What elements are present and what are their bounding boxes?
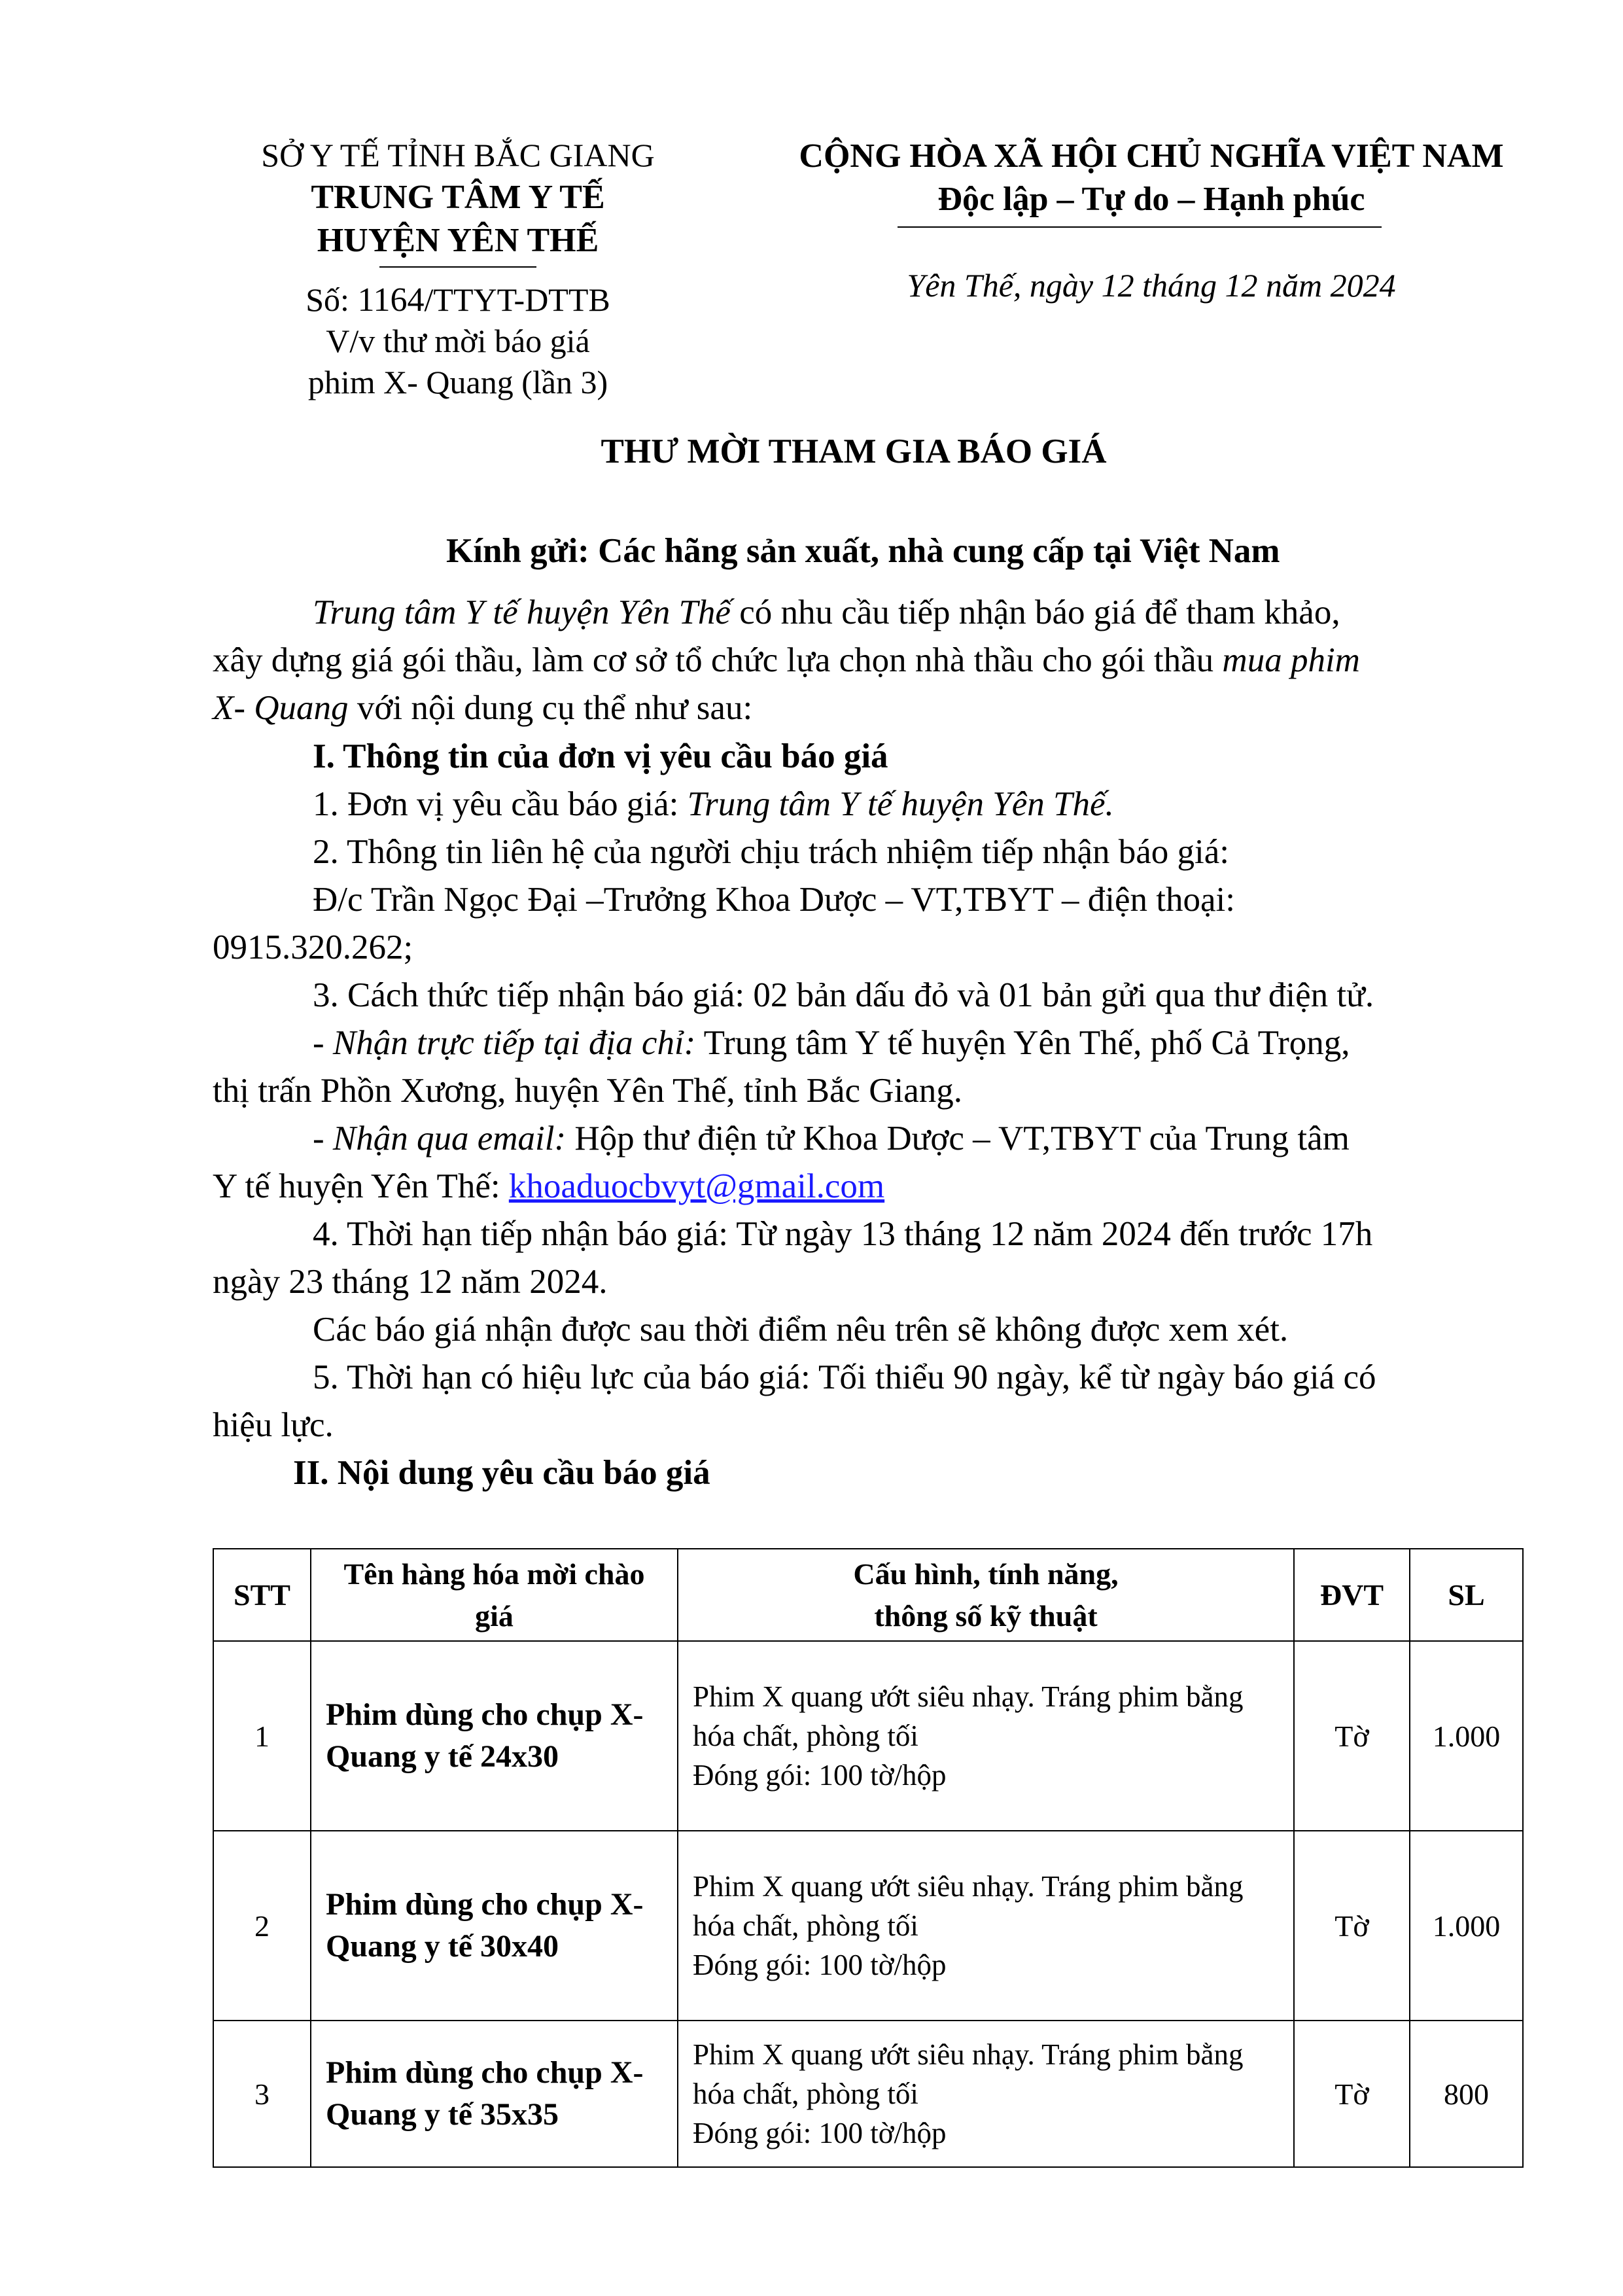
doc-no-suffix: /TTYT-DTTB	[424, 281, 610, 318]
department-name: SỞ Y TẾ TỈNH BẮC GIANG	[261, 137, 655, 173]
email-line2: Y tế huyện Yên Thế: khoaduocbvyt@gmail.com	[213, 1167, 885, 1205]
header-right	[746, 135, 1557, 221]
subject-line2: phim X- Quang (lần 3)	[307, 364, 608, 400]
section1-item4-line1: 4. Thời hạn tiếp nhận báo giá: Từ ngày 13 tháng 12 năm 2024 đến trước 17h	[313, 1215, 1373, 1253]
table-row	[213, 1641, 1523, 1831]
quotation-table	[213, 1548, 1524, 2168]
header-item-name: Tên hàng hóa mời chào giá	[311, 1549, 678, 1641]
intro-line2: xây dựng giá gói thầu, làm cơ sở tổ chức lựa chọn nhà thầu cho gói thầu mua phim	[213, 641, 1360, 679]
row-spec: Phim X quang ướt siêu nhạy. Tráng phim bằng hóa chất, phòng tối Đóng gói: 100 tờ/hộp	[678, 2021, 1294, 2167]
direct-address-line1: - Nhận trực tiếp tại địa chỉ: Trung tâm Y tế huyện Yên Thế, phố Cả Trọng,	[313, 1024, 1350, 1062]
row-unit: Tờ	[1294, 1831, 1410, 2021]
recipient-line: Kính gửi: Các hãng sản xuất, nhà cung cấp tại Việt Nam	[446, 532, 1280, 570]
contact-line1: Đ/c Trần Ngọc Đại –Trưởng Khoa Dược – VT,TBYT – điện thoại:	[313, 881, 1235, 919]
header-unit: ĐVT	[1294, 1549, 1410, 1641]
row-spec: Phim X quang ướt siêu nhạy. Tráng phim bằng hóa chất, phòng tối Đóng gói: 100 tờ/hộp	[678, 1641, 1294, 1831]
subject-line1: V/v thư mời báo giá	[326, 323, 590, 359]
section1-item4-line2: ngày 23 tháng 12 năm 2024.	[213, 1263, 608, 1301]
row-stt: 2	[213, 1831, 311, 2021]
contact-phone: 0915.320.262;	[213, 928, 413, 966]
doc-no-label: Số:	[305, 281, 349, 318]
table-row	[213, 2021, 1523, 2167]
row-quantity: 1.000	[1410, 1641, 1523, 1831]
email-link[interactable]: khoaduocbvyt@gmail.com	[508, 1167, 885, 1205]
intro-line1: Trung tâm Y tế huyện Yên Thế có nhu cầu tiếp nhận báo giá để tham khảo,	[313, 593, 1340, 631]
table-row	[213, 1831, 1523, 2021]
place-date: Yên Thế, ngày 12 tháng 12 năm 2024	[907, 267, 1396, 304]
row-unit: Tờ	[1294, 2021, 1410, 2167]
section2-heading: II. Nội dung yêu cầu báo giá	[293, 1454, 710, 1492]
header-left	[222, 135, 693, 262]
row-item-name: Phim dùng cho chụp X- Quang y tế 35x35	[311, 2021, 678, 2167]
document-subject	[222, 321, 693, 403]
row-quantity: 1.000	[1410, 1831, 1523, 2021]
section1-heading: I. Thông tin của đơn vị yêu cầu báo giá	[313, 737, 888, 775]
table-header-row	[213, 1549, 1523, 1641]
org-name-line2: HUYỆN YÊN THẾ	[317, 222, 599, 259]
row-stt: 3	[213, 2021, 311, 2167]
row-item-name: Phim dùng cho chụp X- Quang y tế 24x30	[311, 1641, 678, 1831]
doc-no-value: 1164	[357, 281, 425, 319]
section1-item5-line1: 5. Thời hạn có hiệu lực của báo giá: Tối thiểu 90 ngày, kể từ ngày báo giá có	[313, 1358, 1376, 1396]
section1-note: Các báo giá nhận được sau thời điểm nêu trên sẽ không được xem xét.	[313, 1311, 1289, 1349]
row-spec: Phim X quang ướt siêu nhạy. Tráng phim bằng hóa chất, phòng tối Đóng gói: 100 tờ/hộp	[678, 1831, 1294, 2021]
row-unit: Tờ	[1294, 1641, 1410, 1831]
header-spec: Cấu hình, tính năng, thông số kỹ thuật	[678, 1549, 1294, 1641]
header-stt: STT	[213, 1549, 311, 1641]
email-line1: - Nhận qua email: Hộp thư điện tử Khoa Dược – VT,TBYT của Trung tâm	[313, 1120, 1350, 1157]
org-underline	[379, 266, 536, 268]
row-stt: 1	[213, 1641, 311, 1831]
section1-item5-line2: hiệu lực.	[213, 1406, 334, 1444]
direct-address-line2: thị trấn Phồn Xương, huyện Yên Thế, tỉnh Bắc Giang.	[213, 1072, 963, 1110]
nation-title: CỘNG HÒA XÃ HỘI CHỦ NGHĨA VIỆT NAM	[799, 137, 1504, 175]
row-item-name: Phim dùng cho chụp X- Quang y tế 30x40	[311, 1831, 678, 2021]
section1-item1: 1. Đơn vị yêu cầu báo giá: Trung tâm Y tế huyện Yên Thế.	[313, 785, 1114, 823]
document-number	[222, 279, 693, 321]
motto-underline	[898, 226, 1382, 228]
document-title: THƯ MỜI THAM GIA BÁO GIÁ	[601, 433, 1107, 470]
nation-motto: Độc lập – Tự do – Hạnh phúc	[937, 181, 1365, 218]
intro-line3: X- Quang với nội dung cụ thể như sau:	[213, 689, 753, 727]
section1-item3: 3. Cách thức tiếp nhận báo giá: 02 bản dấu đỏ và 01 bản gửi qua thư điện tử.	[313, 976, 1374, 1014]
row-quantity: 800	[1410, 2021, 1523, 2167]
section1-item2: 2. Thông tin liên hệ của người chịu trách nhiệm tiếp nhận báo giá:	[313, 833, 1230, 871]
header-quantity: SL	[1410, 1549, 1523, 1641]
org-name-line1: TRUNG TÂM Y TẾ	[311, 179, 605, 216]
